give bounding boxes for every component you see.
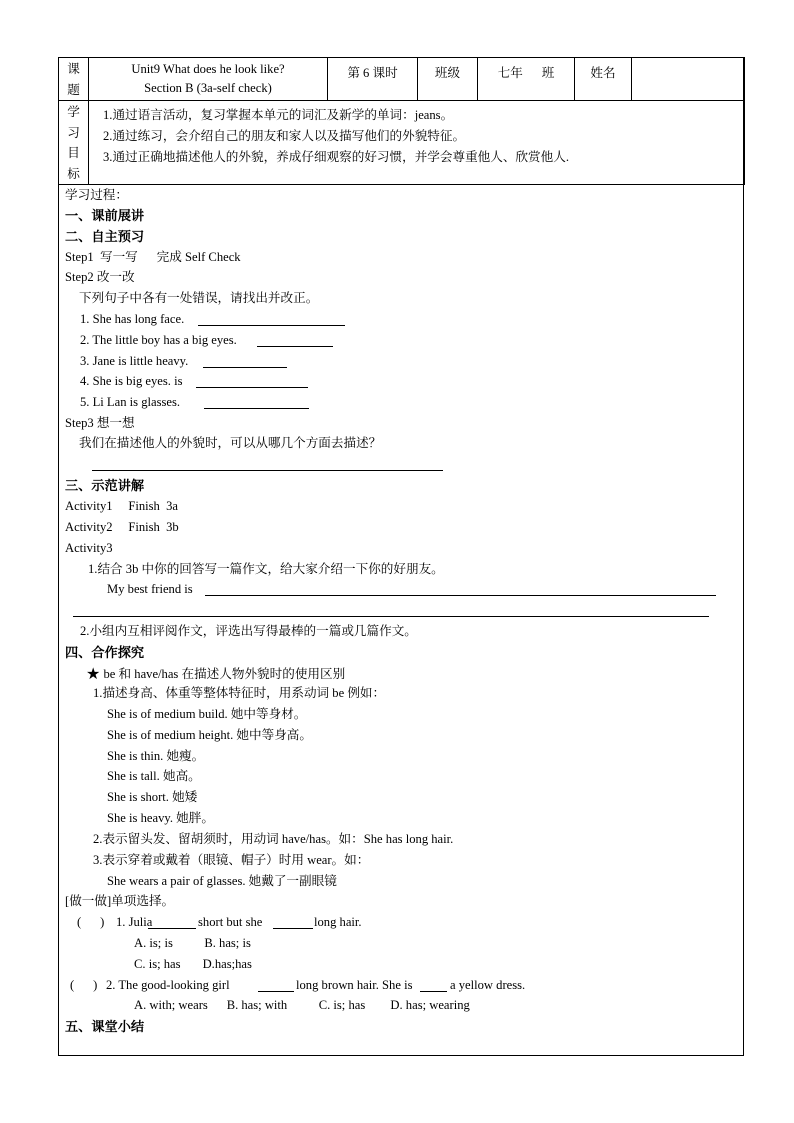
- goal-1: 1.通过语言活动，复习掌握本单元的词汇及新学的单词：jeans。: [103, 108, 454, 122]
- process-label: 学习过程：: [65, 188, 128, 202]
- star-note-text: be 和 have/has 在描述人物外貌时的使用区别: [103, 667, 346, 681]
- rule-1-example-5: She is short. 她矮: [107, 790, 198, 804]
- section-4-title: 四、合作探究: [65, 645, 145, 660]
- step2-item-2: 2. The little boy has a big eyes.: [80, 333, 237, 347]
- answer-blank-4[interactable]: [196, 387, 308, 388]
- step1: Step1 写一写 完成 Self Check: [65, 250, 241, 264]
- activity-2: Activity2 Finish 3b: [65, 520, 179, 534]
- q1-text-a: 1. Julia: [116, 915, 153, 929]
- goals-cell: [89, 101, 745, 185]
- q1-options-2: C. is; has D.has;has: [134, 957, 252, 971]
- essay-line-1[interactable]: [205, 595, 716, 596]
- q2-text-b: long brown hair. She is: [296, 978, 413, 992]
- q2-text-a: 2. The good-looking girl: [106, 978, 230, 992]
- q2-blank-1[interactable]: [258, 991, 294, 992]
- header-table: [58, 57, 745, 185]
- topic-line2: Section B (3a-self check): [144, 81, 272, 95]
- answer-blank-3[interactable]: [203, 367, 287, 368]
- rule-1-example-3: She is thin. 她瘦。: [107, 749, 205, 763]
- step3-question: 我们在描述他人的外貌时，可以从哪几个方面去描述？: [79, 436, 382, 450]
- step2-item-4: 4. She is big eyes. is: [80, 374, 183, 388]
- practice-title: [做一做]单项选择。: [65, 894, 175, 908]
- step2: Step2 改一改: [65, 270, 135, 284]
- goal-2: 2.通过练习，会介绍自己的朋友和家人以及描写他们的外貌特征。: [103, 129, 466, 143]
- rule-1-example-6: She is heavy. 她胖。: [107, 811, 214, 825]
- essay-line-2[interactable]: [73, 616, 709, 617]
- q1-text-c: long hair.: [314, 915, 362, 929]
- star-note: [86, 666, 345, 682]
- q1-paren[interactable]: ( ): [77, 915, 105, 929]
- goal-3: 3.通过正确地描述他人的外貌，养成仔细观察的好习惯，并学会尊重他人、欣赏他人.: [103, 150, 569, 164]
- rule-1: 1.描述身高、体重等整体特征时，用系动词 be 例如：: [93, 686, 386, 700]
- q1-text-b: short but she: [198, 915, 263, 929]
- q2-text-c: a yellow dress.: [450, 978, 526, 992]
- topic-line1: Unit9 What does he look like?: [131, 62, 285, 76]
- star-icon: ★: [86, 666, 101, 683]
- q1-options-1: A. is; is B. has; is: [134, 936, 251, 950]
- answer-blank-1[interactable]: [198, 325, 345, 326]
- topic-label-cell: 课 题: [59, 58, 89, 101]
- activity-3-item-1: 1.结合 3b 中你的回答写一篇作文，给大家介绍一下你的好朋友。: [88, 562, 444, 576]
- activity-3: Activity3: [65, 541, 113, 555]
- name-label-cell: 姓名: [575, 58, 632, 101]
- q2-options: A. with; wears B. has; with C. is; has D. has; wearing: [134, 998, 470, 1012]
- step3: Step3 想一想: [65, 416, 135, 430]
- step2-item-3: 3. Jane is little heavy.: [80, 354, 189, 368]
- class-label-cell: 班级: [418, 58, 478, 101]
- lesson-cell: 第 6 课时: [328, 58, 418, 101]
- rule-1-example-4: She is tall. 她高。: [107, 769, 201, 783]
- section-1-title: 一、课前展讲: [65, 208, 145, 223]
- q2-blank-2[interactable]: [420, 991, 447, 992]
- q1-blank-2[interactable]: [273, 928, 313, 929]
- class-value-cell: 七年 班: [478, 58, 575, 101]
- answer-blank-2[interactable]: [257, 346, 333, 347]
- answer-blank-5[interactable]: [204, 408, 309, 409]
- rule-1-example-2: She is of medium height. 她中等身高。: [107, 728, 312, 742]
- q1-blank-1[interactable]: [148, 928, 196, 929]
- rule-1-example-1: She is of medium build. 她中等身材。: [107, 707, 307, 721]
- activity-3-prompt: My best friend is: [107, 582, 193, 596]
- rule-3: 3.表示穿着或戴着（眼镜、帽子）时用 wear。如：: [93, 853, 370, 867]
- rule-3-example: She wears a pair of glasses. 她戴了一副眼镜: [107, 874, 337, 888]
- q2-paren[interactable]: ( ): [70, 978, 98, 992]
- topic-cell: [89, 58, 328, 101]
- section-2-title: 二、自主预习: [65, 229, 145, 244]
- step3-answer-line[interactable]: [92, 470, 443, 471]
- activity-3-item-2: 2.小组内互相评阅作文，评选出写得最棒的一篇或几篇作文。: [80, 624, 417, 638]
- section-5-title: 五、课堂小结: [65, 1019, 145, 1034]
- rule-2: 2.表示留头发、留胡须时，用动词 have/has。如：She has long hair.: [93, 832, 454, 846]
- section-3-title: 三、示范讲解: [65, 478, 145, 493]
- step2-item-1: 1. She has long face.: [80, 312, 185, 326]
- goals-label-cell: 学 习 目 标: [59, 101, 89, 185]
- activity-1: Activity1 Finish 3a: [65, 499, 178, 513]
- step2-instruction: 下列句子中各有一处错误，请找出并改正。: [79, 291, 319, 305]
- step2-item-5: 5. Li Lan is glasses.: [80, 395, 181, 409]
- name-value-cell[interactable]: [632, 58, 745, 101]
